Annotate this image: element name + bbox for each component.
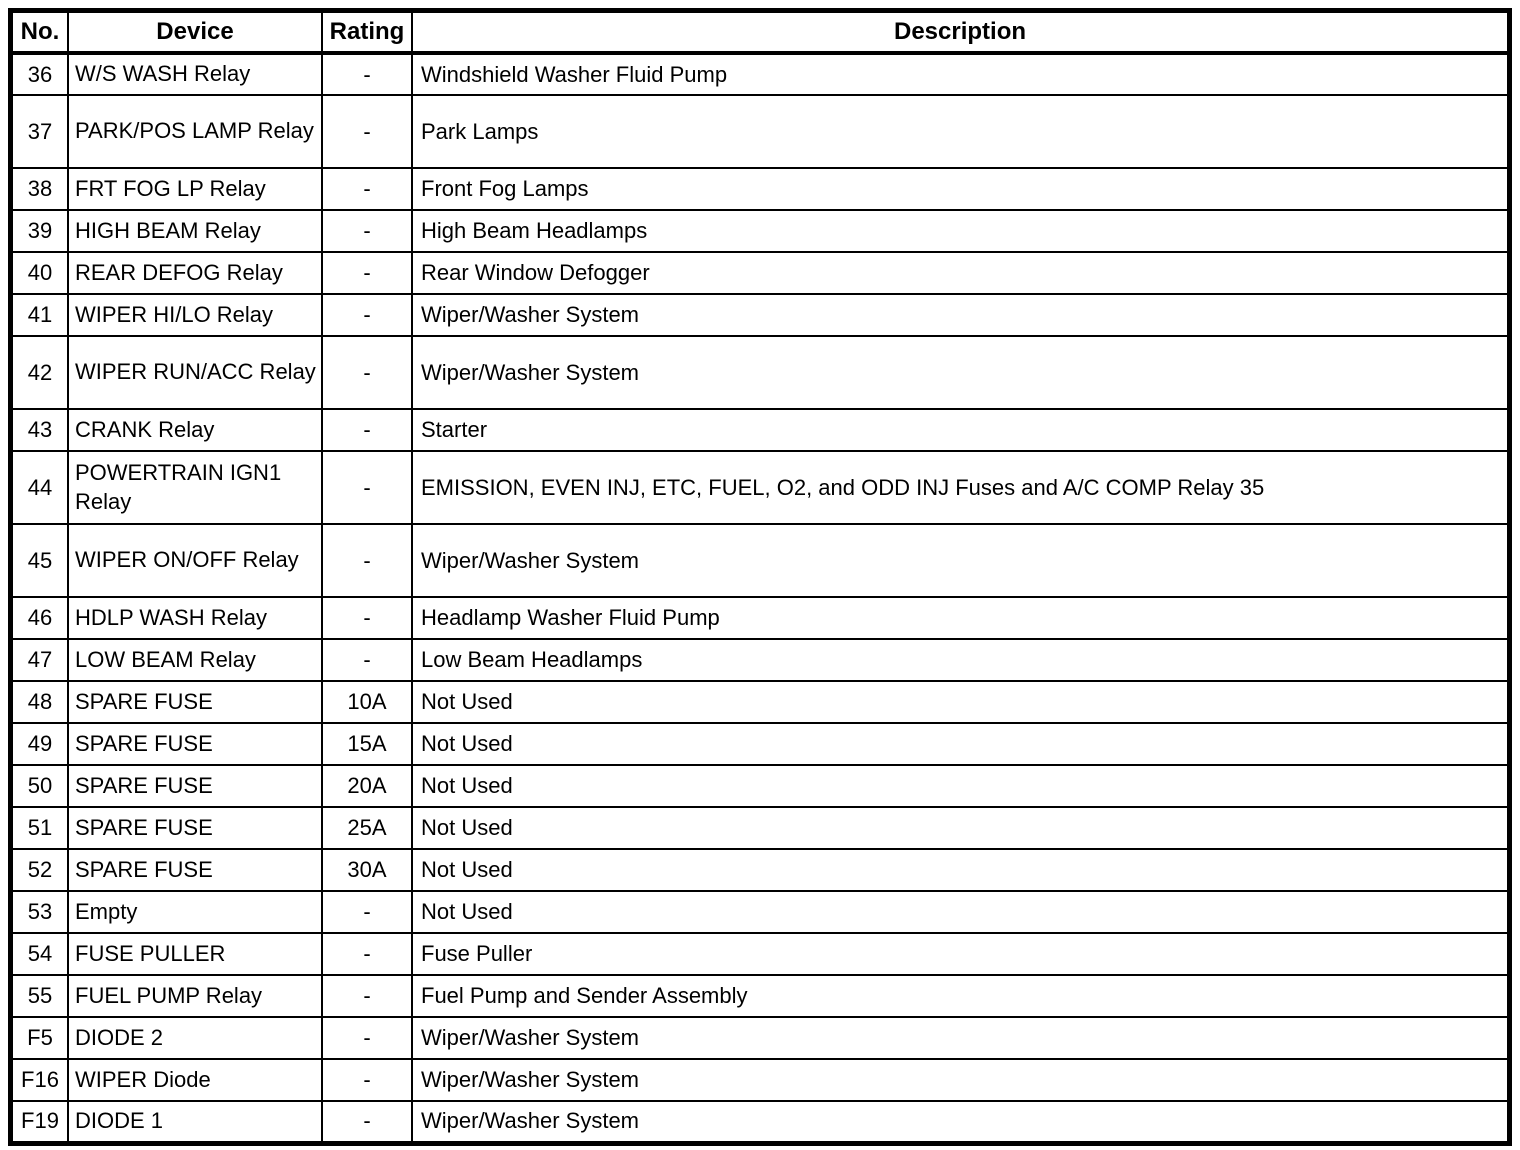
no-cell: F5 <box>11 1017 69 1059</box>
device-cell: POWERTRAIN IGN1 Relay <box>68 451 322 524</box>
rating-cell: - <box>322 95 412 168</box>
no-cell: 55 <box>11 975 69 1017</box>
device-cell: W/S WASH Relay <box>68 53 322 95</box>
description-cell: Headlamp Washer Fluid Pump <box>412 597 1510 639</box>
description-cell: Park Lamps <box>412 95 1510 168</box>
device-cell: LOW BEAM Relay <box>68 639 322 681</box>
rating-cell: - <box>322 168 412 210</box>
description-cell: Not Used <box>412 849 1510 891</box>
description-cell: Wiper/Washer System <box>412 294 1510 336</box>
device-cell: SPARE FUSE <box>68 765 322 807</box>
rating-cell: - <box>322 451 412 524</box>
device-cell: PARK/POS LAMP Relay <box>68 95 322 168</box>
description-cell: Wiper/Washer System <box>412 1101 1510 1143</box>
no-cell: 54 <box>11 933 69 975</box>
rating-cell: 10A <box>322 681 412 723</box>
table-body <box>11 53 1510 1143</box>
device-cell: SPARE FUSE <box>68 681 322 723</box>
fuse-relay-document <box>8 8 1512 1146</box>
no-cell: 42 <box>11 336 69 409</box>
device-cell: SPARE FUSE <box>68 849 322 891</box>
rating-cell: - <box>322 1059 412 1101</box>
table-row <box>11 451 1510 524</box>
table-row <box>11 681 1510 723</box>
description-cell: Not Used <box>412 765 1510 807</box>
no-cell: 46 <box>11 597 69 639</box>
no-cell: 49 <box>11 723 69 765</box>
rating-cell: 15A <box>322 723 412 765</box>
description-cell: Low Beam Headlamps <box>412 639 1510 681</box>
no-cell: 43 <box>11 409 69 451</box>
description-cell: Starter <box>412 409 1510 451</box>
table-row <box>11 597 1510 639</box>
table-row <box>11 933 1510 975</box>
device-cell: REAR DEFOG Relay <box>68 252 322 294</box>
no-cell: 40 <box>11 252 69 294</box>
device-cell: WIPER RUN/ACC Relay <box>68 336 322 409</box>
no-cell: 48 <box>11 681 69 723</box>
description-cell: Not Used <box>412 891 1510 933</box>
description-cell: Windshield Washer Fluid Pump <box>412 53 1510 95</box>
table-row <box>11 336 1510 409</box>
device-cell: CRANK Relay <box>68 409 322 451</box>
rating-cell: 25A <box>322 807 412 849</box>
rating-cell: - <box>322 252 412 294</box>
no-cell: 45 <box>11 524 69 597</box>
description-cell: Front Fog Lamps <box>412 168 1510 210</box>
table-row <box>11 252 1510 294</box>
no-cell: 36 <box>11 53 69 95</box>
table-header <box>11 11 1510 54</box>
device-cell: FUSE PULLER <box>68 933 322 975</box>
description-cell: Rear Window Defogger <box>412 252 1510 294</box>
table-row <box>11 524 1510 597</box>
col-header-device: Device <box>68 11 322 54</box>
description-cell: Fuel Pump and Sender Assembly <box>412 975 1510 1017</box>
rating-cell: 30A <box>322 849 412 891</box>
table-row <box>11 723 1510 765</box>
table-row <box>11 409 1510 451</box>
description-cell: Not Used <box>412 723 1510 765</box>
no-cell: 52 <box>11 849 69 891</box>
description-cell: Not Used <box>412 681 1510 723</box>
no-cell: 51 <box>11 807 69 849</box>
no-cell: 39 <box>11 210 69 252</box>
table-row <box>11 807 1510 849</box>
device-cell: WIPER HI/LO Relay <box>68 294 322 336</box>
description-cell: Fuse Puller <box>412 933 1510 975</box>
no-cell: 41 <box>11 294 69 336</box>
table-row <box>11 975 1510 1017</box>
no-cell: F19 <box>11 1101 69 1143</box>
rating-cell: 20A <box>322 765 412 807</box>
no-cell: 44 <box>11 451 69 524</box>
device-cell: WIPER Diode <box>68 1059 322 1101</box>
rating-cell: - <box>322 891 412 933</box>
rating-cell: - <box>322 1101 412 1143</box>
device-cell: FRT FOG LP Relay <box>68 168 322 210</box>
device-cell: DIODE 2 <box>68 1017 322 1059</box>
col-header-no: No. <box>11 11 69 54</box>
description-cell: Not Used <box>412 807 1510 849</box>
rating-cell: - <box>322 933 412 975</box>
device-cell: DIODE 1 <box>68 1101 322 1143</box>
device-cell: FUEL PUMP Relay <box>68 975 322 1017</box>
rating-cell: - <box>322 294 412 336</box>
table-row <box>11 765 1510 807</box>
rating-cell: - <box>322 975 412 1017</box>
device-cell: Empty <box>68 891 322 933</box>
table-row <box>11 1059 1510 1101</box>
rating-cell: - <box>322 524 412 597</box>
table-row <box>11 53 1510 95</box>
table-row <box>11 891 1510 933</box>
description-cell: Wiper/Washer System <box>412 1059 1510 1101</box>
rating-cell: - <box>322 639 412 681</box>
device-cell: HIGH BEAM Relay <box>68 210 322 252</box>
device-cell: WIPER ON/OFF Relay <box>68 524 322 597</box>
rating-cell: - <box>322 336 412 409</box>
table-row <box>11 95 1510 168</box>
col-header-description: Description <box>412 11 1510 54</box>
header-row <box>11 11 1510 54</box>
table-row <box>11 1101 1510 1143</box>
no-cell: 37 <box>11 95 69 168</box>
table-row <box>11 849 1510 891</box>
rating-cell: - <box>322 597 412 639</box>
rating-cell: - <box>322 210 412 252</box>
col-header-rating: Rating <box>322 11 412 54</box>
no-cell: 47 <box>11 639 69 681</box>
description-cell: High Beam Headlamps <box>412 210 1510 252</box>
no-cell: F16 <box>11 1059 69 1101</box>
description-cell: Wiper/Washer System <box>412 336 1510 409</box>
device-cell: SPARE FUSE <box>68 807 322 849</box>
no-cell: 38 <box>11 168 69 210</box>
rating-cell: - <box>322 53 412 95</box>
rating-cell: - <box>322 409 412 451</box>
device-cell: SPARE FUSE <box>68 723 322 765</box>
description-cell: EMISSION, EVEN INJ, ETC, FUEL, O2, and ODD INJ Fuses and A/C COMP Relay 35 <box>412 451 1510 524</box>
table-row <box>11 210 1510 252</box>
no-cell: 50 <box>11 765 69 807</box>
description-cell: Wiper/Washer System <box>412 1017 1510 1059</box>
table-row <box>11 639 1510 681</box>
table-row <box>11 1017 1510 1059</box>
table-row <box>11 168 1510 210</box>
description-cell: Wiper/Washer System <box>412 524 1510 597</box>
fuse-relay-table <box>8 8 1512 1146</box>
device-cell: HDLP WASH Relay <box>68 597 322 639</box>
rating-cell: - <box>322 1017 412 1059</box>
table-row <box>11 294 1510 336</box>
no-cell: 53 <box>11 891 69 933</box>
